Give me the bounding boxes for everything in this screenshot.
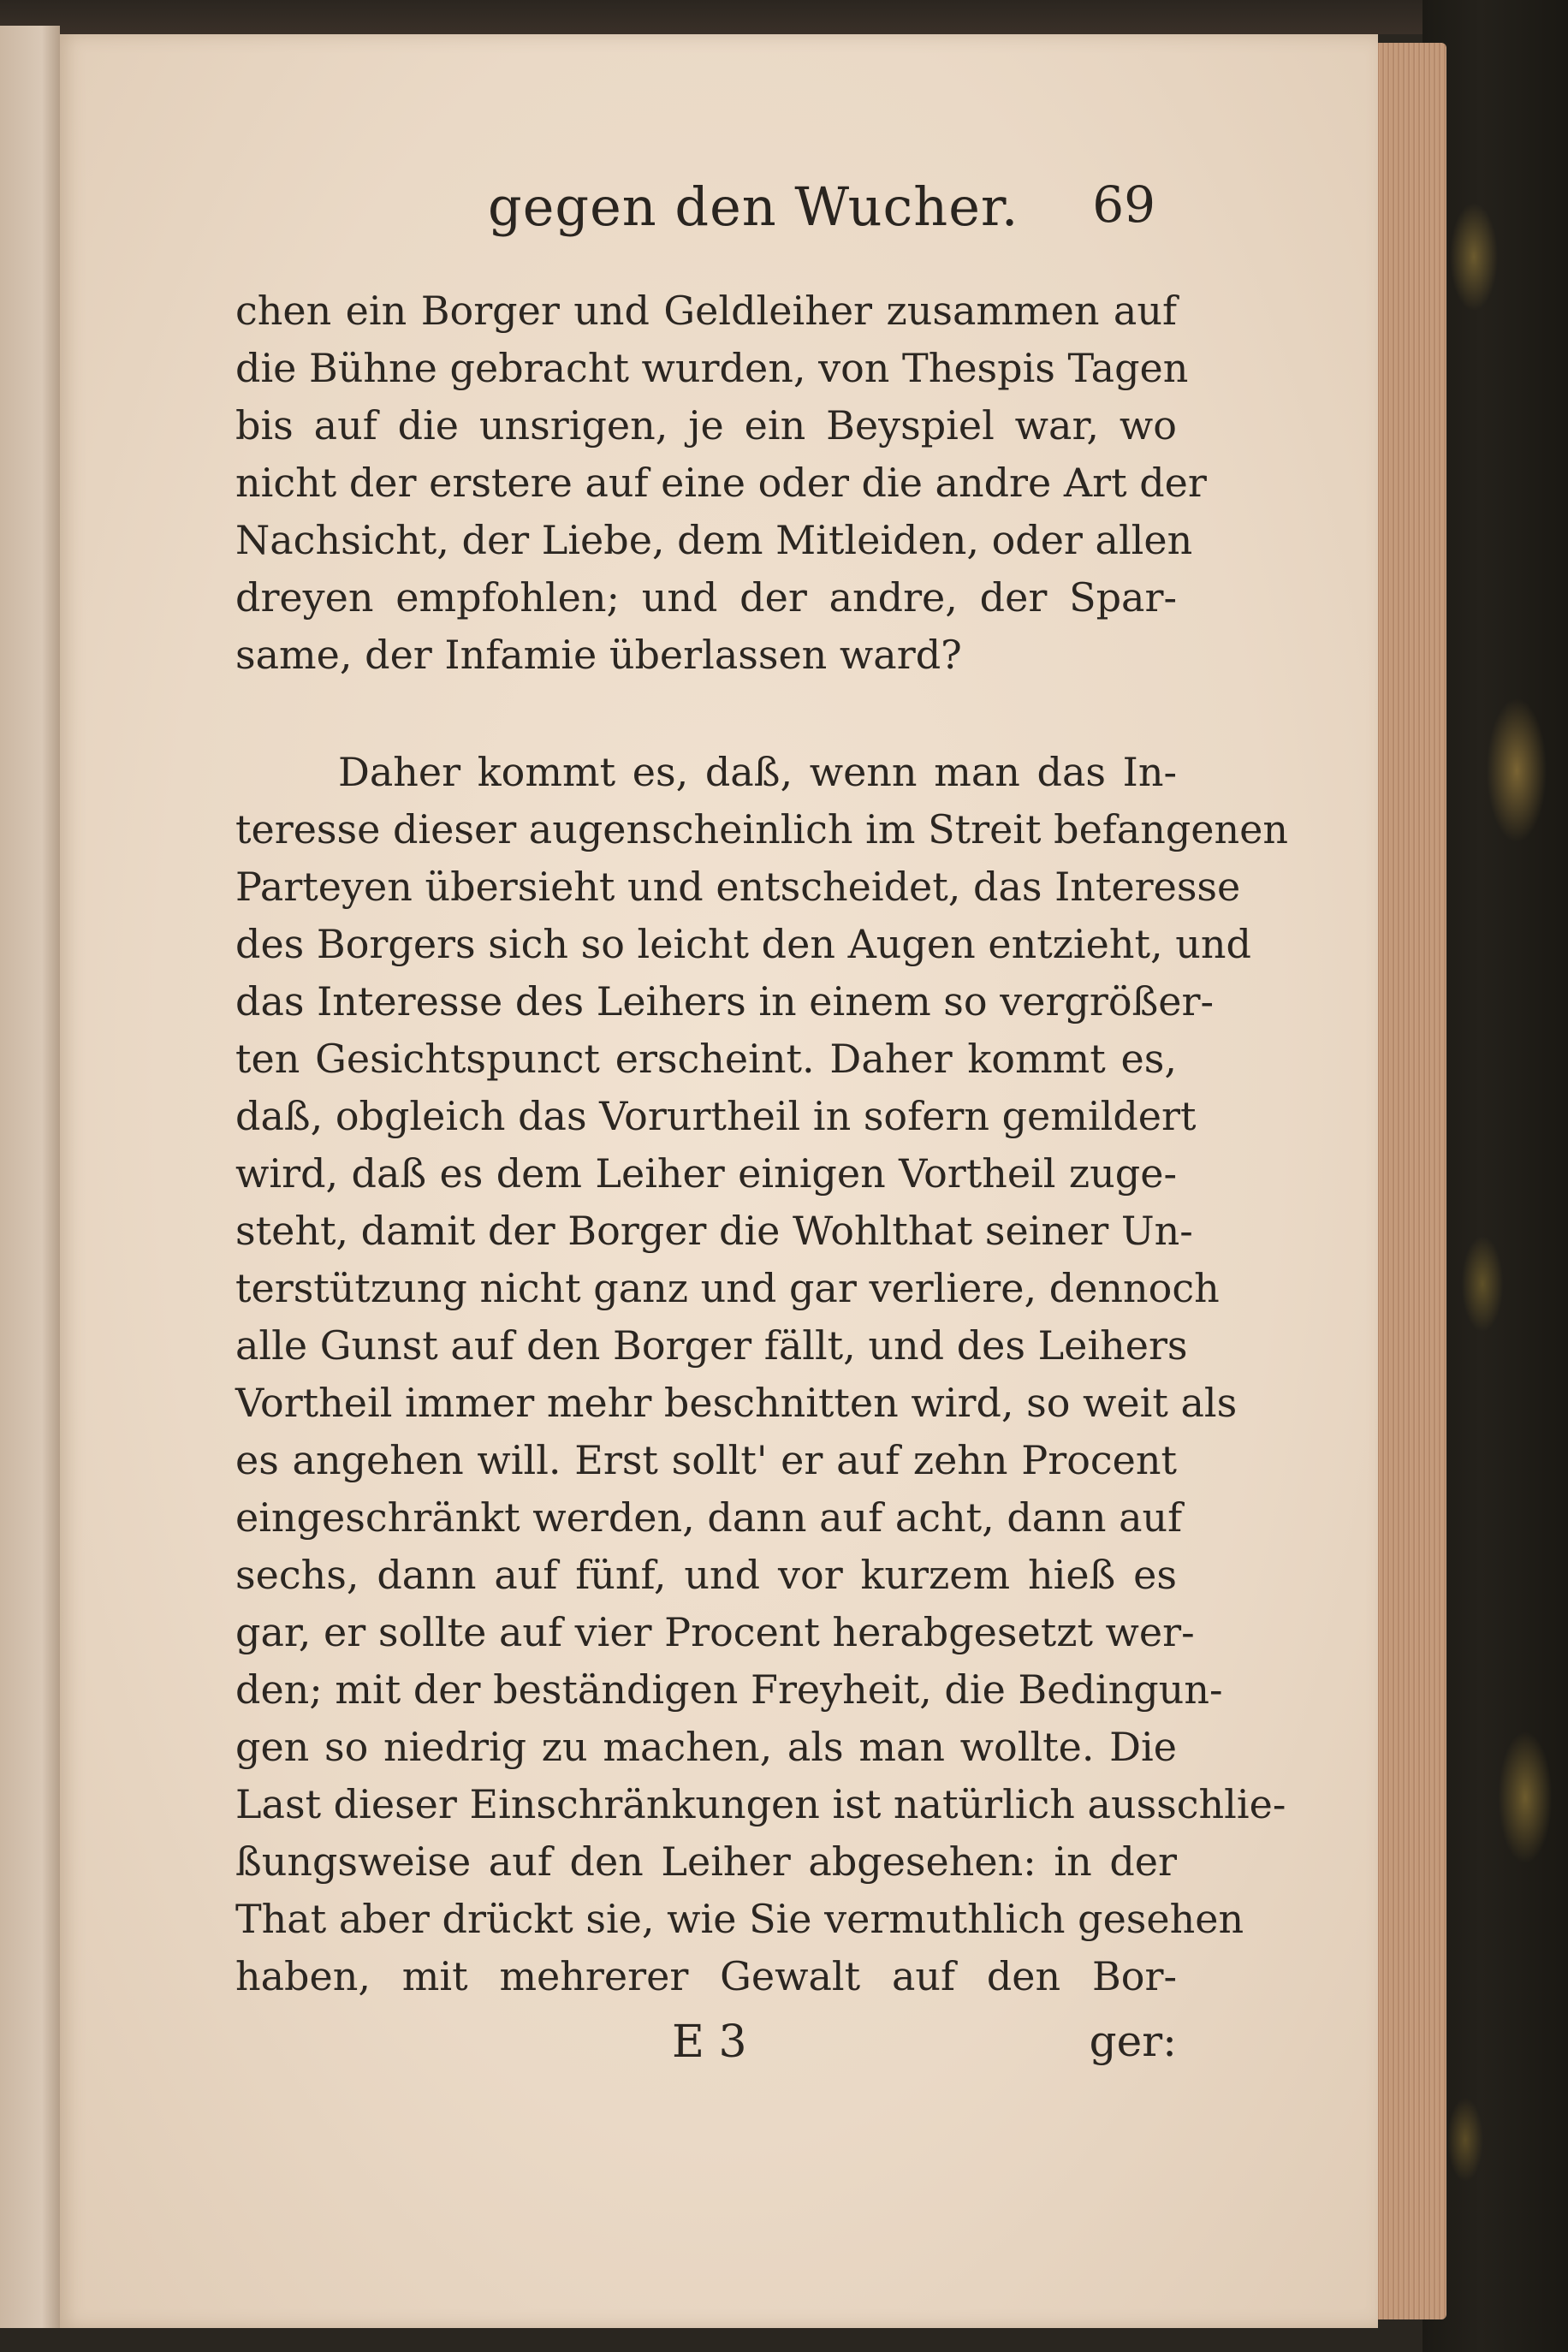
text-line: Nachsicht, der Liebe, dem Mitleiden, oder allen xyxy=(235,517,1193,563)
text-line: Parteyen übersieht und entscheidet, das Interesse xyxy=(235,864,1241,910)
signature-mark: E 3 xyxy=(672,2016,747,2068)
paragraph-gap xyxy=(235,684,1177,744)
text-line: haben, mit mehrerer Gewalt auf den Bor- xyxy=(235,1953,1177,1999)
paragraph-2 xyxy=(235,744,1289,2005)
paragraph-1 xyxy=(235,282,1207,684)
page-header xyxy=(488,175,1155,252)
text-line: alle Gunst auf den Borger fällt, und des Leihers xyxy=(235,1322,1188,1369)
text-line: wird, daß es dem Leiher einigen Vortheil zuge- xyxy=(235,1150,1177,1197)
text-line: eingeschränkt werden, dann auf acht, dann auf xyxy=(235,1494,1183,1541)
text-line: das Interesse des Leihers in einem so vergrößer- xyxy=(235,978,1215,1025)
text-line: same, der Infamie überlassen ward? xyxy=(235,632,962,678)
page-block-edges xyxy=(1369,43,1446,2319)
text-line: dreyen empfohlen; und der andre, der Spar- xyxy=(235,574,1177,621)
text-line: chen ein Borger und Geldleiher zusammen auf xyxy=(235,288,1177,334)
text-line: bis auf die unsrigen, je ein Beyspiel war, wo xyxy=(235,402,1177,448)
catchword: ger: xyxy=(1089,2016,1177,2066)
text-line: des Borgers sich so leicht den Augen entzieht, und xyxy=(235,921,1251,967)
previous-page-edge xyxy=(0,26,60,2328)
text-line: gar, er sollte auf vier Procent herabgesetzt wer- xyxy=(235,1609,1195,1655)
running-head: gegen den Wucher. xyxy=(488,175,1019,238)
text-line: gen so niedrig zu machen, als man wollte. Die xyxy=(235,1724,1177,1770)
text-line: steht, damit der Borger die Wohlthat seiner Un- xyxy=(235,1208,1193,1254)
text-line: terstützung nicht ganz und gar verliere, dennoch xyxy=(235,1265,1220,1311)
text-line: nicht der erstere auf eine oder die andre Art der xyxy=(235,460,1207,506)
body-text xyxy=(235,282,1289,2005)
text-line: die Bühne gebracht wurden, von Thespis Tagen xyxy=(235,345,1189,391)
text-line: daß, obgleich das Vorurtheil in sofern gemildert xyxy=(235,1093,1197,1139)
text-line: ßungsweise auf den Leiher abgesehen: in der xyxy=(235,1838,1177,1885)
text-line: sechs, dann auf fünf, und vor kurzem hieß es xyxy=(235,1552,1177,1598)
page-footer xyxy=(235,2016,1177,2076)
book-page xyxy=(60,34,1378,2328)
page-number: 69 xyxy=(1092,175,1155,234)
book-top-edge xyxy=(0,0,1455,34)
text-line: That aber drückt sie, wie Sie vermuthlich gesehen xyxy=(235,1896,1244,1942)
text-line: teresse dieser augenscheinlich im Streit befangenen xyxy=(235,806,1289,852)
text-line: Daher kommt es, daß, wenn man das In- xyxy=(338,749,1177,795)
text-line: Vortheil immer mehr beschnitten wird, so weit als xyxy=(235,1380,1238,1426)
text-line: ten Gesichtspunct erscheint. Daher kommt es, xyxy=(235,1036,1177,1082)
text-line: Last dieser Einschränkungen ist natürlich ausschlie- xyxy=(235,1781,1286,1827)
text-line: den; mit der beständigen Freyheit, die Bedingun- xyxy=(235,1666,1223,1713)
text-line: es angehen will. Erst sollt' er auf zehn Procent xyxy=(235,1437,1177,1483)
